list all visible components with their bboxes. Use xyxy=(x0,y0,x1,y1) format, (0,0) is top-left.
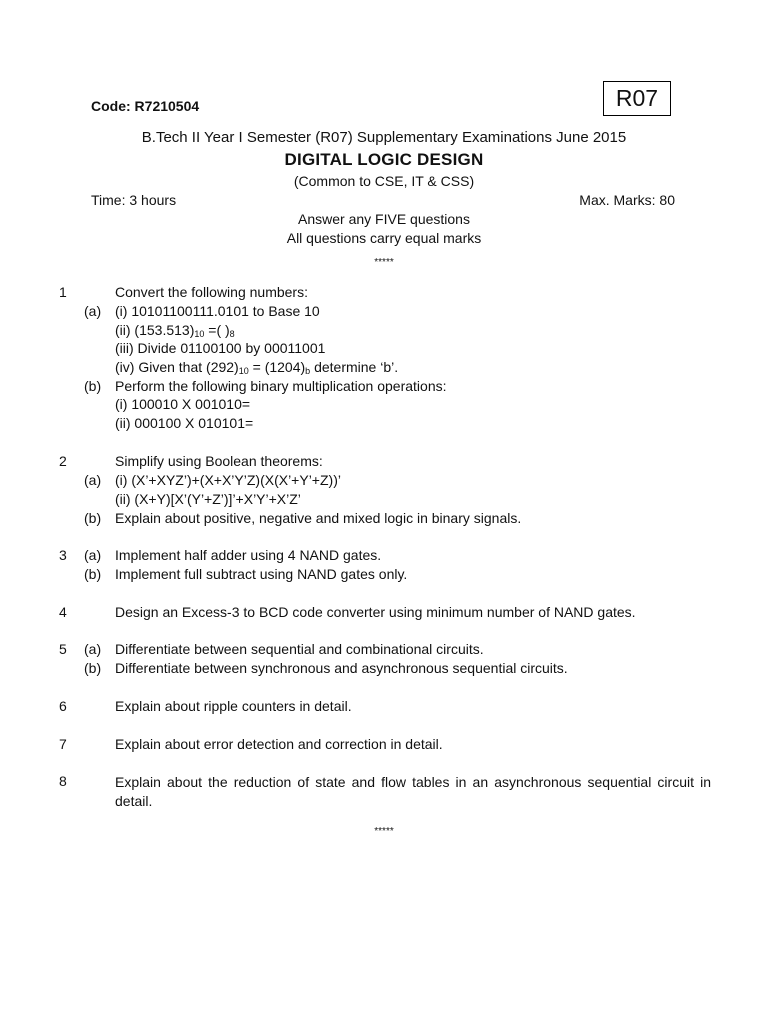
subpart-text: (i) 10101100111.0101 to Base 10 xyxy=(115,303,320,319)
question-number: 4 xyxy=(59,604,67,620)
instruction-answer-five: Answer any FIVE questions xyxy=(298,211,470,227)
question-number: 6 xyxy=(59,698,67,714)
subpart-text: Differentiate between synchronous and asynchronous sequential circuits. xyxy=(115,660,568,676)
part-label: (b) xyxy=(84,566,102,582)
subpart-text: (ii) $(153.513)_{10}$ =( )$_8$ xyxy=(115,322,235,339)
question-number: 7 xyxy=(59,736,67,752)
subject-title: DIGITAL LOGIC DESIGN xyxy=(284,150,484,169)
separator-stars: ***** xyxy=(374,826,394,837)
part-label: (a) xyxy=(84,303,102,319)
question-text: Explain about the reduction of state and flow tables in an asynchronous sequential circuit in detail. xyxy=(115,774,711,809)
question-number: 8 xyxy=(59,773,67,789)
subpart-text: Differentiate between sequential and combinational circuits. xyxy=(115,641,484,657)
subpart-text: Perform the following binary multiplication operations: xyxy=(115,378,447,394)
subpart-text: (i) 100010 X 001010= xyxy=(115,396,251,412)
subpart-text: (iii) Divide 01100100 by 00011001 xyxy=(115,340,326,356)
subpart-text: (ii) (X+Y)[X’(Y’+Z’)]’+X’Y’+X’Z’ xyxy=(115,491,301,507)
part-label: (a) xyxy=(84,547,102,563)
question-text: Explain about ripple counters in detail. xyxy=(115,698,352,714)
part-label: (b) xyxy=(84,510,102,526)
common-to-note: (Common to CSE, IT & CSS) xyxy=(293,173,475,189)
question-number: 5 xyxy=(59,641,67,657)
question-text: Explain about error detection and correction in detail. xyxy=(115,736,443,752)
part-label: (a) xyxy=(84,472,102,488)
question-text: Design an Excess-3 to BCD code converter using minimum number of NAND gates. xyxy=(115,604,636,620)
subpart-text: Implement full subtract using NAND gates only. xyxy=(115,566,408,582)
subpart-text: (ii) 000100 X 010101= xyxy=(115,415,254,431)
question-number: 2 xyxy=(59,453,67,469)
question-number: 1 xyxy=(59,284,67,300)
question-number: 3 xyxy=(59,547,67,563)
subpart-text: Explain about positive, negative and mixed logic in binary signals. xyxy=(115,510,522,526)
question-text: Simplify using Boolean theorems: xyxy=(115,453,323,469)
part-label: (b) xyxy=(84,660,102,676)
exam-title: B.Tech II Year I Semester (R07) Supplementary Examinations June 2015 xyxy=(141,129,627,146)
part-label: (a) xyxy=(84,641,102,657)
subpart-text: (i) (X’+XYZ’)+(X+X’Y’Z)(X(X’+Y’+Z))’ xyxy=(115,472,341,488)
instruction-equal-marks: All questions carry equal marks xyxy=(286,230,482,246)
paper-code: Code: R7210504 xyxy=(91,98,200,114)
regulation-badge: R07 xyxy=(603,81,671,116)
question-text: Convert the following numbers: xyxy=(115,284,308,300)
part-label: (b) xyxy=(84,378,102,394)
subpart-text: Implement half adder using 4 NAND gates. xyxy=(115,547,382,563)
separator-stars: ***** xyxy=(374,257,394,268)
time-allowed: Time: 3 hours xyxy=(91,192,177,208)
max-marks: Max. Marks: 80 xyxy=(579,192,675,208)
subpart-text: (iv) Given that $(292)_{10} = (1204)_b$ determine ‘b’. xyxy=(115,359,399,376)
